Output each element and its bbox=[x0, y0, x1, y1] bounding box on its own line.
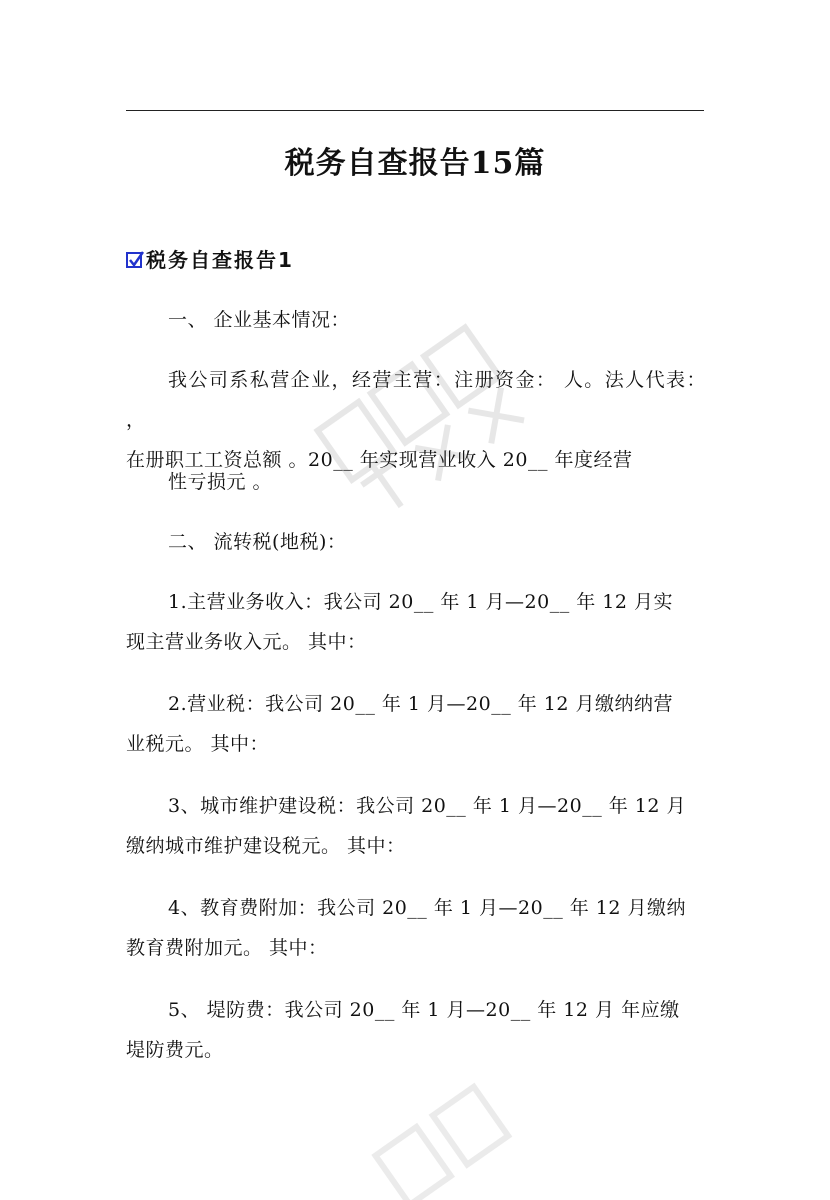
para-line: 1.主营业务收入：我公司 20__ 年 1 月—20__ 年 12 月实 bbox=[168, 591, 674, 613]
paragraph-enterprise-heading bbox=[126, 300, 706, 340]
paragraph-turnover-heading bbox=[126, 522, 706, 562]
para-line: 教育费附加元。 其中： bbox=[126, 937, 328, 959]
para-line: 在册职工工资总额 。20__ 年实现营业收入 20__ 年度经营 bbox=[126, 449, 633, 471]
paragraph-main-revenue bbox=[126, 582, 706, 662]
para-line: 我公司系私营企业，经营主营：注册资金： 人。法人代表： ， bbox=[126, 369, 706, 431]
para-line: 一、 企业基本情况： bbox=[168, 309, 351, 331]
header-rule bbox=[126, 110, 704, 111]
paragraph-urban-tax bbox=[126, 786, 706, 866]
para-line: 业税元。 其中： bbox=[126, 733, 270, 755]
watermark-logo-icon bbox=[320, 1080, 580, 1200]
para-line: 3、城市维护建设税：我公司 20__ 年 1 月—20__ 年 12 月 bbox=[168, 795, 686, 817]
para-line: 2.营业税：我公司 20__ 年 1 月—20__ 年 12 月缴纳纳营 bbox=[168, 693, 674, 715]
section-heading bbox=[126, 242, 294, 278]
para-line: 性亏损元 。 bbox=[168, 471, 273, 493]
para-line: 堤防费元。 bbox=[126, 1039, 224, 1061]
paragraph-business-tax bbox=[126, 684, 706, 764]
paragraph-loss bbox=[126, 462, 706, 502]
para-line: 二、 流转税(地税)： bbox=[168, 531, 347, 553]
section-heading-label: 税务自查报告1 bbox=[146, 248, 294, 272]
para-line: 4、教育费附加：我公司 20__ 年 1 月—20__ 年 12 月缴纳 bbox=[168, 897, 686, 919]
document-title: 税务自查报告15篇 bbox=[284, 146, 546, 181]
para-line: 缴纳城市维护建设税元。 其中： bbox=[126, 835, 406, 857]
paragraph-embankment-fee bbox=[126, 990, 706, 1070]
paragraph-education-fee bbox=[126, 888, 706, 968]
checkbox-checked-icon bbox=[126, 252, 142, 268]
para-line: 现主营业务收入元。 其中： bbox=[126, 631, 367, 653]
para-line: 5、 堤防费：我公司 20__ 年 1 月—20__ 年 12 月 年应缴 bbox=[168, 999, 680, 1021]
